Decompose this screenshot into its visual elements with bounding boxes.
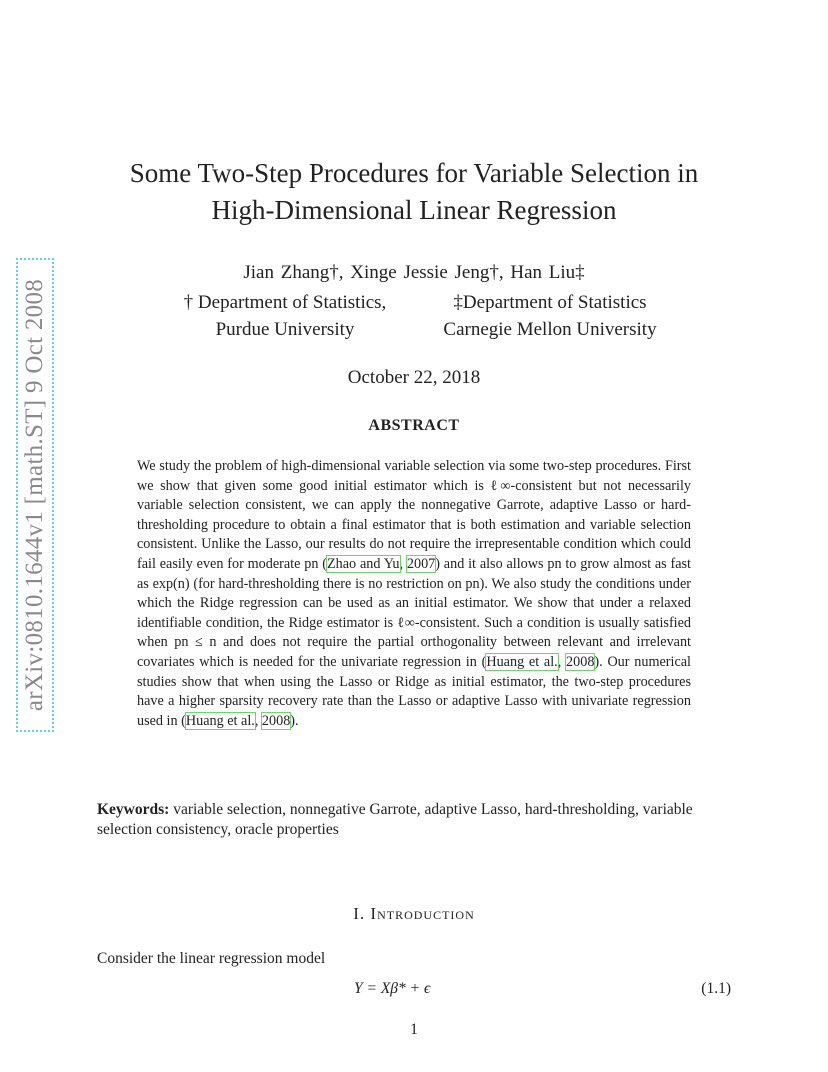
arxiv-sidebar-stamp[interactable]	[16, 258, 54, 732]
citation-link-author[interactable]: Zhao and Yu	[326, 555, 400, 572]
abstract-text-3: ). Our numerical studies show that when using the Lasso or Ridge as initial estimator, the two-step procedures have a higher sparsity recovery rate than the Lasso or adaptive Lasso with univariate regression used in	[137, 653, 691, 729]
citation-link-author[interactable]: Huang et al.	[486, 653, 558, 670]
section-title: Introduction	[370, 904, 475, 923]
section-number: I.	[353, 904, 366, 923]
intro-sentence: Consider the linear regression model	[97, 950, 326, 967]
paper-date: October 22, 2018	[347, 367, 481, 388]
keywords-block	[97, 800, 731, 840]
abstract-text-1: We study the problem of high-dimensional variable selection via some two-step procedures. First we show that given some good initial estimator which is ℓ∞-consistent but not necessarily variable selection consistent, we can apply the nonnegative Garrote, adaptive Lasso or hard-thresholding procedure to obtain a final estimator that is both estimation and variable selection consistent. Unlike the Lasso, our results do not require the irrepresentable condition which could fail easily even for moderate pn	[137, 458, 691, 572]
citation-link-author[interactable]: Huang et al.	[185, 712, 255, 729]
paper-title	[0, 155, 828, 229]
page-number: 1	[410, 1021, 418, 1038]
affiliation-left-univ: Purdue University	[215, 319, 355, 340]
abstract-text-2: ) and it also allows pn to grow almost as fast as exp(n) (for hard-thresholding there is no restriction on pn). We also study the conditions under which the Ridge regression can be used as an initial estimator. We show that under a relaxed identifiable condition, the Ridge estimator is ℓ∞-consistent. Such a condition is usually satisfied when pn ≤ n and does not require the partial orthogonality between relevant and irrelevant covariates which is needed for the univariate regression in	[137, 555, 691, 670]
title-line-1: Some Two-Step Procedures for Variable Selection in	[129, 158, 699, 188]
abstract-body: We study the problem of high-dimensional variable selection via some two-step procedures. First we show that given some good initial estimator which is ℓ∞-consistent but not necessarily variable selection consistent, we can apply the nonnegative Garrote, adaptive Lasso or hard-thresholding procedure to obtain a final estimator that is both estimation and variable selection consistent. Unlike the Lasso, our results do not require the irrepresentable condition which could fail easily even for moderate pn (Zhao and Yu, 2007) and it also allows pn to grow almost as fast as exp(n) (for hard-thresholding there is no restriction on pn). We also study the conditions under which the Ridge regression can be used as an initial estimator. We show that under a relaxed identifiable condition, the Ridge estimator is ℓ∞-consistent. Such a condition is usually satisfied when pn ≤ n and does not require the partial orthogonality between relevant and irrelevant covariates which is needed for the univariate regression in (Huang et al., 2008). Our numerical studies show that when using the Lasso or Ridge as initial estimator, the two-step procedures have a higher sparsity recovery rate than the Lasso or adaptive Lasso with univariate regression used in (Huang et al., 2008).	[137, 458, 691, 729]
equation-number: (1.1)	[701, 980, 731, 997]
affiliation-right	[425, 289, 675, 343]
abstract-text-4: ).	[290, 712, 299, 729]
affiliation-right-univ: Carnegie Mellon University	[443, 319, 657, 340]
keywords-label: Keywords:	[97, 801, 170, 818]
citation-link-year[interactable]: 2007	[406, 555, 436, 572]
citation-link-year[interactable]: 2008	[566, 653, 595, 670]
affiliation-right-dept: ‡Department of Statistics	[453, 292, 647, 313]
arxiv-id-label: arXiv:0810.1644v1 [math.ST] 9 Oct 2008	[21, 278, 48, 712]
section-heading-introduction	[0, 904, 828, 924]
citation-link-year[interactable]: 2008	[261, 712, 291, 729]
keywords-text: variable selection, nonnegative Garrote, adaptive Lasso, hard-thresholding, variable selection consistency, oracle properties	[97, 801, 693, 838]
affiliation-left-dept: † Department of Statistics,	[183, 292, 387, 313]
author-list: Jian Zhang†, Xinge Jessie Jeng†, Han Liu‡	[243, 262, 585, 283]
abstract-heading: ABSTRACT	[368, 417, 460, 434]
title-line-2: High-Dimensional Linear Regression	[211, 195, 617, 225]
regression-equation: Y = Xβ* + ϵ	[354, 980, 431, 997]
affiliation-left	[160, 289, 410, 343]
